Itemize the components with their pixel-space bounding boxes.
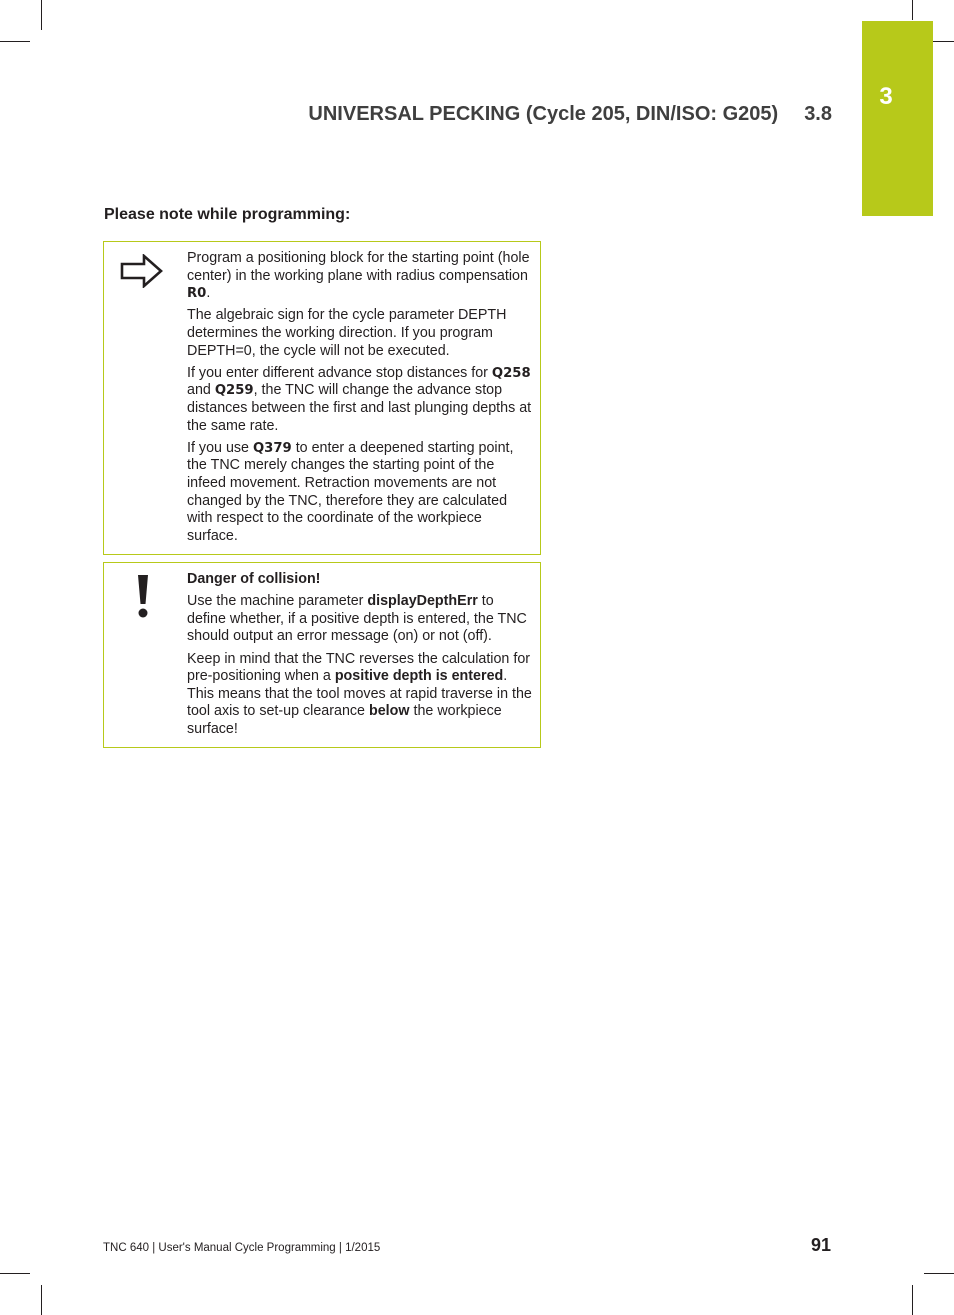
- warning-text-run: to define whether, if a positive depth is entered, the TNC should output an error message (on) or not (off).: [187, 593, 527, 645]
- crop-mark: [41, 0, 42, 30]
- emphasis-below: below: [369, 703, 410, 720]
- note-paragraph: [187, 250, 532, 303]
- crop-mark: [0, 1273, 30, 1274]
- crop-mark: [924, 1273, 954, 1274]
- note-box: [103, 241, 541, 555]
- warning-text-run: Use the machine parameter: [187, 593, 368, 610]
- warning-text: [187, 571, 532, 743]
- note-text-run: to enter a deepened starting point, the TNC merely changes the starting point of the infeed movement. Retraction movements are not changed by the TNC, therefore they are calculated with respect to the coordinate of the workpiece surface.: [187, 439, 514, 544]
- crop-mark: [912, 0, 913, 20]
- code-q259: Q259: [214, 383, 254, 399]
- running-header: [308, 103, 832, 126]
- note-text-run: .: [206, 285, 211, 302]
- param-display-depth-err: displayDepthErr: [367, 593, 478, 610]
- chapter-tab: [862, 21, 933, 216]
- code-q258: Q258: [491, 365, 531, 381]
- warning-heading-text: Danger of collision!: [187, 571, 321, 587]
- warning-text-run: Keep in mind that the TNC reverses the calculation for pre-positioning when a: [187, 650, 531, 685]
- note-text-run: If you enter different advance stop distances for: [187, 364, 492, 381]
- warning-text-run: the workpiece surface!: [187, 703, 502, 737]
- chapter-number: 3: [879, 83, 893, 110]
- header-title: UNIVERSAL PECKING (Cycle 205, DIN/ISO: G205): [308, 103, 779, 125]
- exclamation-icon: [136, 574, 150, 625]
- arrow-right-icon: [120, 254, 164, 293]
- header-section-number: 3.8: [804, 103, 832, 125]
- code-q379: Q379: [252, 440, 292, 456]
- note-paragraph: [187, 365, 532, 435]
- code-r0: R0: [187, 286, 207, 302]
- emphasis-positive-depth: positive depth is entered: [334, 668, 504, 685]
- note-text-run: and: [187, 382, 215, 399]
- warning-heading: [187, 571, 532, 589]
- note-text-run: , the TNC will change the advance stop distances between the first and last plunging depths at the same rate.: [187, 382, 532, 434]
- note-paragraph: The algebraic sign for the cycle parameter DEPTH determines the working direction. If you program DEPTH=0, the cycle will not be executed.: [187, 307, 507, 359]
- crop-mark: [0, 41, 30, 42]
- crop-mark: [912, 1285, 913, 1315]
- warning-text-run: . This means that the tool moves at rapid traverse in the tool axis to set-up clearance: [187, 668, 532, 720]
- note-text-run: If you use: [187, 439, 253, 456]
- footer-text: TNC 640 | User's Manual Cycle Programming | 1/2015: [103, 1242, 381, 1254]
- warning-paragraph: [187, 651, 532, 739]
- page-number: 91: [810, 1235, 831, 1255]
- note-paragraph: [187, 440, 532, 546]
- section-title: Please note while programming:: [104, 206, 351, 223]
- warning-box: [103, 562, 541, 748]
- warning-paragraph: [187, 593, 532, 646]
- note-text: [187, 250, 532, 550]
- crop-mark: [41, 1285, 42, 1315]
- note-text-run: Program a positioning block for the starting point (hole center) in the working plane with radius compensation: [187, 250, 530, 284]
